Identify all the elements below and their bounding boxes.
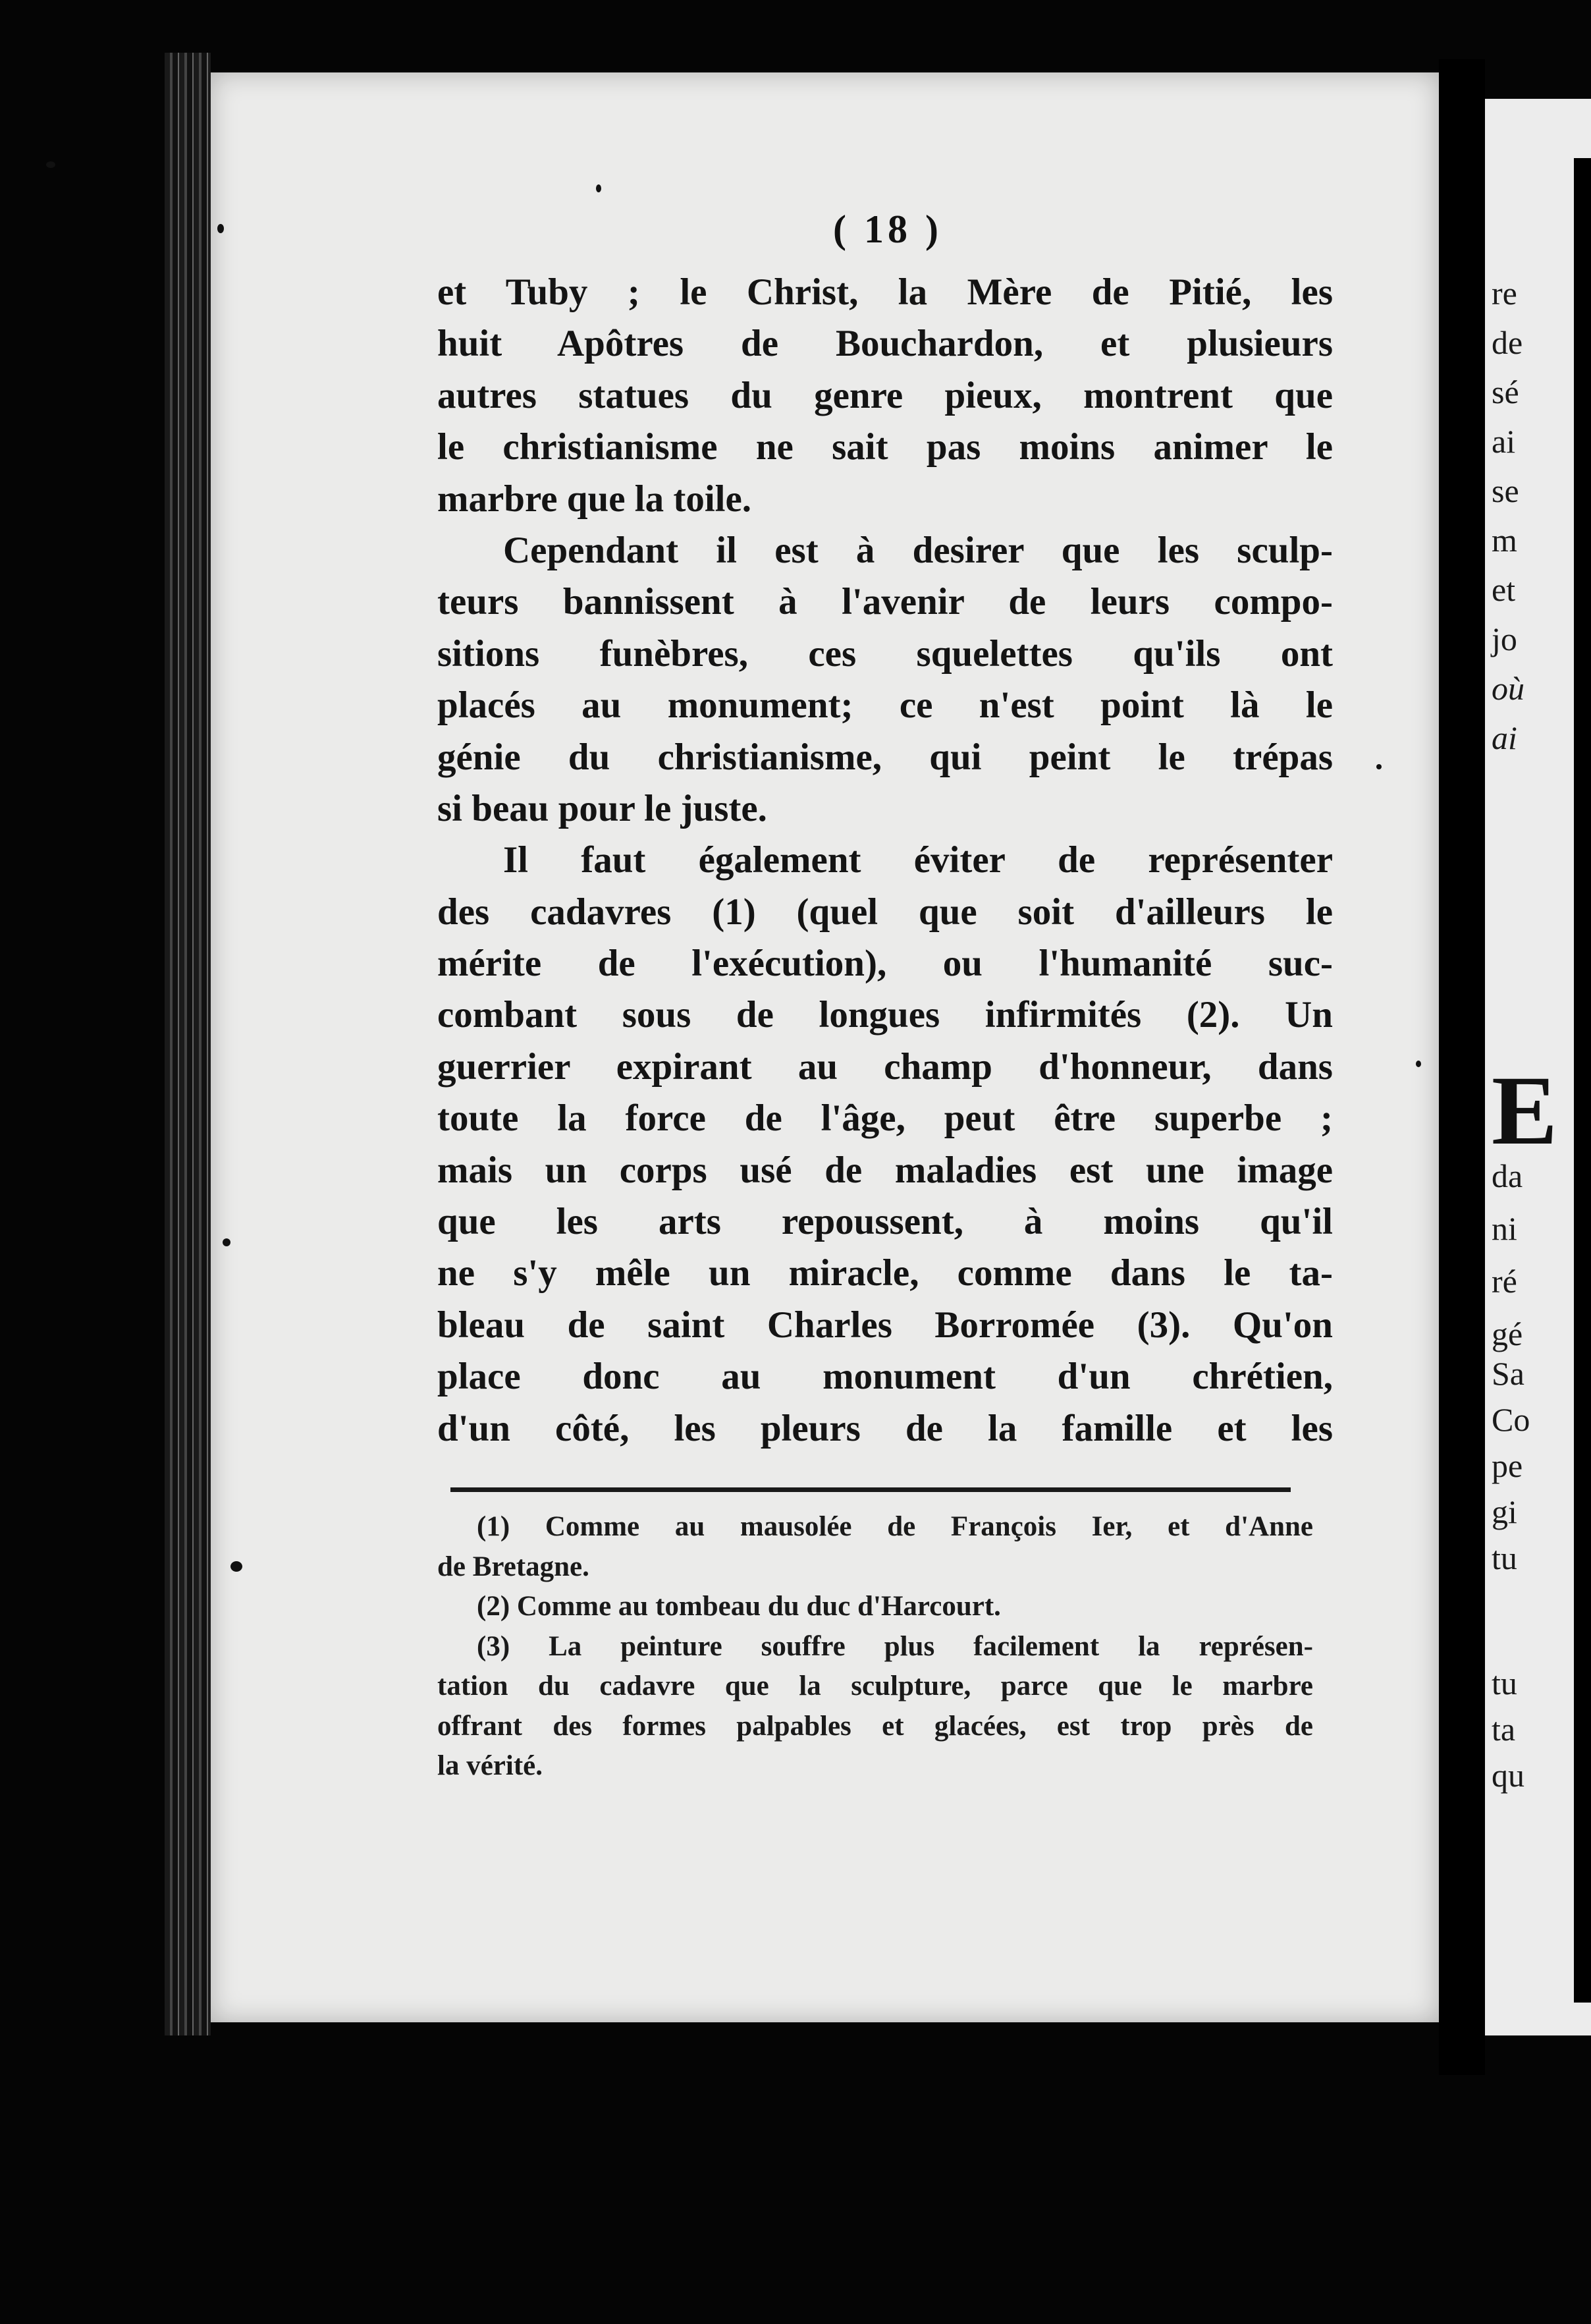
footnote-line: de Bretagne. [437, 1551, 589, 1582]
speck [1376, 764, 1382, 769]
right-page-text: m [1492, 522, 1517, 559]
right-page-text: da [1492, 1157, 1523, 1194]
body-line: teurs bannissent à l'avenir de leurs compo- [437, 581, 1333, 623]
footnote-line: (2) Comme au tombeau du duc d'Harcourt. [477, 1591, 1001, 1622]
body-line: et Tuby ; le Christ, la Mère de Pitié, les [437, 271, 1333, 313]
footnotes [437, 1507, 1313, 1786]
speck [230, 1561, 242, 1572]
right-page-text: de [1492, 324, 1523, 361]
body-line: combant sous de longues infirmités (2). Un [437, 994, 1333, 1036]
body-line: guerrier expirant au champ d'honneur, dans [437, 1045, 1333, 1088]
page-number: ( 18 ) [833, 208, 942, 251]
body-line: génie du christianisme, qui peint le trépas [437, 736, 1333, 778]
body-line: d'un côté, les pleurs de la famille et les [437, 1407, 1333, 1449]
right-page-text: ai [1492, 423, 1516, 460]
footnote-separator-rule [450, 1487, 1291, 1492]
body-line: ne s'y mêle un miracle, comme dans le ta- [437, 1252, 1333, 1294]
right-page-text: sé [1492, 374, 1519, 410]
body-line: bleau de saint Charles Borromée (3). Qu'on [437, 1304, 1333, 1346]
right-page-text: tu [1492, 1539, 1517, 1576]
right-page-text: gé [1492, 1315, 1523, 1352]
body-line: si beau pour le juste. [437, 787, 767, 829]
body-line: huit Apôtres de Bouchardon, et plusieurs [437, 323, 1333, 365]
body-line: place donc au monument d'un chrétien, [437, 1356, 1333, 1398]
right-page-text: qu [1492, 1757, 1524, 1794]
footnote-line: tation du cadavre que la sculpture, parce que le marbre [437, 1671, 1313, 1702]
footnote-line: la vérité. [437, 1750, 543, 1781]
right-page-text: ré [1492, 1263, 1517, 1300]
body-line: sitions funèbres, ces squelettes qu'ils ont [437, 632, 1333, 675]
body-line: Il faut également éviter de représenter [503, 839, 1333, 881]
right-page-text: jo [1492, 621, 1517, 657]
body-line: autres statues du genre pieux, montrent que [437, 374, 1333, 416]
right-page-text: pe [1492, 1447, 1523, 1484]
body-line: mais un corps usé de maladies est une image [437, 1149, 1333, 1191]
body-line: placés au monument; ce n'est point là le [437, 684, 1333, 727]
right-page-initial: E [1492, 1056, 1558, 1165]
right-page-text: re [1492, 275, 1517, 312]
body-line: le christianisme ne sait pas moins animer le [437, 426, 1333, 468]
speck [223, 1238, 230, 1246]
body-line: des cadavres (1) (quel que soit d'ailleurs le [437, 891, 1333, 933]
body-line: que les arts repoussent, à moins qu'il [437, 1201, 1333, 1243]
footnote-line: offrant des formes palpables et glacées, est trop près de [437, 1710, 1313, 1742]
speck [46, 161, 55, 168]
body-line: Cependant il est à desirer que les sculp- [503, 529, 1333, 571]
right-page-text: Co [1492, 1401, 1530, 1438]
speck [1416, 1061, 1421, 1067]
body-line: mérite de l'exécution), ou l'humanité suc- [437, 943, 1333, 985]
right-edge-shadow [1574, 158, 1591, 2003]
right-page-text: Sa [1492, 1355, 1524, 1392]
footnote-line: (3) La peinture souffre plus facilement la représen- [477, 1630, 1313, 1662]
right-page-text: ta [1492, 1711, 1516, 1748]
body-line: marbre que la toile. [437, 478, 752, 520]
right-page-text: ni [1492, 1210, 1517, 1247]
footnote-line: (1) Comme au mausolée de François Ier, et d'Anne [477, 1511, 1313, 1542]
right-page-text: où [1492, 670, 1524, 707]
page-gutter [1439, 59, 1485, 2075]
right-page-text: tu [1492, 1665, 1517, 1702]
right-page-text: ai [1492, 719, 1517, 756]
body-line: toute la force de l'âge, peut être superbe ; [437, 1097, 1333, 1140]
book-binding-edge [165, 53, 211, 2035]
right-page-text: gi [1492, 1493, 1517, 1530]
speck [596, 184, 601, 192]
speck [217, 224, 224, 233]
right-page-text: se [1492, 472, 1519, 509]
body-text [437, 267, 1333, 1454]
right-page-text: et [1492, 571, 1516, 608]
